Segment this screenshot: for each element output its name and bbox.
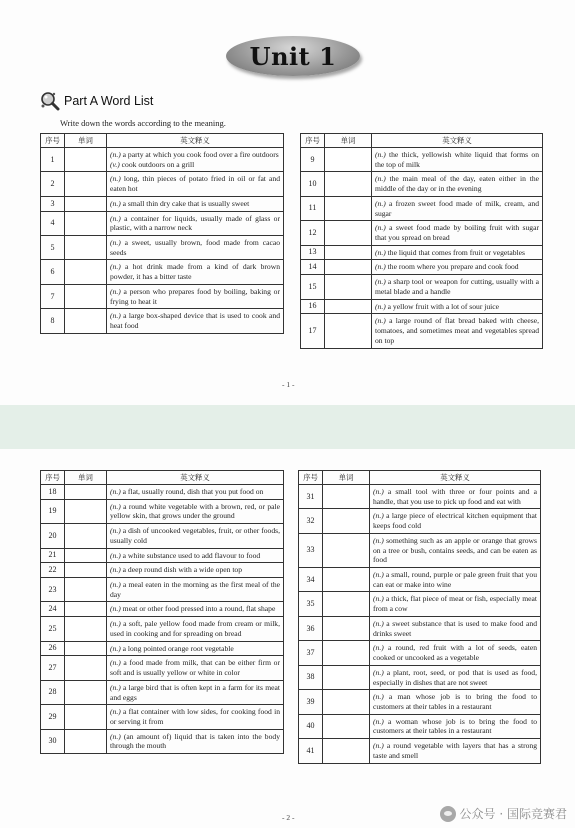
header-no: 序号 bbox=[301, 134, 325, 148]
table-row bbox=[41, 680, 284, 704]
table-row bbox=[299, 533, 541, 567]
part-of-speech: (n.) bbox=[110, 731, 121, 741]
definition-text: a round white vegetable with a brown, red, or pale yellow skin, that grows under the ground bbox=[110, 501, 280, 521]
word-answer-cell[interactable] bbox=[325, 275, 372, 299]
word-answer-cell[interactable] bbox=[65, 260, 107, 284]
definition-cell bbox=[370, 616, 541, 640]
part-of-speech: (n.) bbox=[375, 150, 386, 159]
definition-text: cook outdoors on a grill bbox=[119, 159, 195, 169]
table-row bbox=[301, 314, 543, 348]
definition-cell bbox=[372, 245, 543, 260]
header-no: 序号 bbox=[41, 471, 65, 485]
word-answer-cell[interactable] bbox=[65, 656, 107, 680]
definition-text: a large piece of electrical kitchen equipment that keeps food cold bbox=[373, 511, 537, 531]
table-row bbox=[41, 236, 284, 260]
part-of-speech: (n.) bbox=[373, 487, 384, 496]
word-table-2 bbox=[300, 133, 543, 349]
definition-cell bbox=[107, 499, 284, 523]
table-row bbox=[299, 616, 541, 640]
part-of-speech: (n.) bbox=[373, 570, 384, 580]
word-answer-cell[interactable] bbox=[65, 578, 107, 602]
word-table-3 bbox=[40, 470, 284, 754]
row-number: 29 bbox=[41, 705, 65, 729]
definition-cell bbox=[370, 533, 541, 567]
definition-text: a deep round dish with a wide open top bbox=[120, 565, 243, 575]
definition-cell bbox=[372, 196, 543, 220]
part-of-speech: (n.) bbox=[110, 682, 121, 692]
part-of-speech: (n.) bbox=[110, 150, 121, 159]
word-answer-cell[interactable] bbox=[65, 211, 107, 235]
word-answer-cell[interactable] bbox=[65, 499, 107, 523]
row-number: 12 bbox=[301, 221, 325, 245]
word-answer-cell[interactable] bbox=[325, 172, 372, 196]
part-of-speech: (v.) bbox=[110, 159, 120, 169]
definition-cell bbox=[372, 221, 543, 245]
definition-cell bbox=[107, 705, 284, 729]
row-number: 28 bbox=[41, 680, 65, 704]
row-number: 23 bbox=[41, 578, 65, 602]
definition-text: a dish of uncooked vegetables, fruit, or other foods, usually cold bbox=[110, 526, 280, 545]
table-row bbox=[41, 602, 284, 617]
definition-cell bbox=[370, 665, 541, 689]
part-of-speech: (n.) bbox=[110, 526, 121, 536]
table-row bbox=[41, 148, 284, 172]
definition-text: a sweet food made by boiling fruit with sugar that you spread on bread bbox=[375, 223, 539, 243]
row-number: 4 bbox=[41, 211, 65, 235]
part-of-speech: (n.) bbox=[110, 565, 121, 575]
table-row bbox=[299, 665, 541, 689]
definition-text: a white substance used to add flavour to food bbox=[120, 550, 261, 560]
row-number: 22 bbox=[41, 563, 65, 578]
definition-text: a hot drink made from a kind of dark brown powder, it has a bitter taste bbox=[110, 262, 280, 282]
definition-text: a sweet, usually brown, food made from cacao seeds bbox=[110, 238, 280, 257]
definition-text: a small tool with three or four points and a handle, that you use to pick up food and eat with bbox=[373, 487, 537, 506]
table-row bbox=[299, 690, 541, 714]
word-answer-cell[interactable] bbox=[65, 705, 107, 729]
table-row bbox=[41, 172, 284, 196]
definition-text: a man whose job is to bring the food to customers at their tables in a restaurant bbox=[373, 692, 537, 711]
row-number: 19 bbox=[41, 499, 65, 523]
table-row bbox=[301, 196, 543, 220]
definition-cell bbox=[370, 485, 541, 509]
table-row bbox=[299, 509, 541, 533]
word-answer-cell[interactable] bbox=[65, 236, 107, 260]
word-answer-cell[interactable] bbox=[323, 568, 370, 592]
definition-cell bbox=[107, 548, 284, 563]
table-row bbox=[41, 211, 284, 235]
row-number: 1 bbox=[41, 148, 65, 172]
page-number: - 2 - bbox=[282, 813, 295, 822]
definition-text: the liquid that comes from fruit or vegetables bbox=[385, 247, 525, 257]
definition-text: a long pointed orange root vegetable bbox=[120, 643, 234, 653]
word-answer-cell[interactable] bbox=[325, 245, 372, 260]
part-of-speech: (n.) bbox=[110, 487, 121, 496]
part-title: Part A Word List bbox=[64, 94, 154, 108]
part-of-speech: (n.) bbox=[375, 277, 386, 287]
row-number: 30 bbox=[41, 729, 65, 753]
table-row bbox=[301, 275, 543, 299]
definition-text: a meal eaten in the morning as the first meal of the day bbox=[110, 580, 280, 599]
table-row bbox=[41, 284, 284, 308]
definition-cell bbox=[107, 641, 284, 656]
header-word: 单词 bbox=[65, 134, 107, 148]
table-row bbox=[301, 245, 543, 260]
row-number: 14 bbox=[301, 260, 325, 275]
part-of-speech: (n.) bbox=[110, 311, 121, 321]
word-answer-cell[interactable] bbox=[65, 524, 107, 548]
word-answer-cell[interactable] bbox=[65, 563, 107, 578]
row-number: 24 bbox=[41, 602, 65, 617]
definition-cell bbox=[107, 729, 284, 753]
definition-cell bbox=[370, 714, 541, 738]
row-number: 10 bbox=[301, 172, 325, 196]
word-answer-cell[interactable] bbox=[325, 299, 372, 314]
row-number: 40 bbox=[299, 714, 323, 738]
word-answer-cell[interactable] bbox=[323, 533, 370, 567]
table-row bbox=[41, 548, 284, 563]
header-no: 序号 bbox=[299, 471, 323, 485]
word-answer-cell[interactable] bbox=[323, 509, 370, 533]
definition-text: something such as an apple or orange that grows on a tree or bush, contains seeds, and can be eaten as food bbox=[373, 535, 537, 565]
table-row bbox=[299, 485, 541, 509]
part-of-speech: (n.) bbox=[375, 301, 386, 311]
row-number: 41 bbox=[299, 739, 323, 763]
definition-text: a sweet substance that is used to make food and drinks sweet bbox=[373, 618, 537, 638]
word-answer-cell[interactable] bbox=[323, 714, 370, 738]
word-answer-cell[interactable] bbox=[65, 548, 107, 563]
table-row bbox=[301, 148, 543, 172]
part-of-speech: (n.) bbox=[110, 707, 121, 717]
watermark-text: 公众号 · 国际竞赛君 bbox=[459, 807, 567, 821]
table-row bbox=[301, 221, 543, 245]
definition-cell bbox=[372, 299, 543, 314]
definition-cell bbox=[107, 260, 284, 284]
word-answer-cell[interactable] bbox=[323, 616, 370, 640]
definition-cell bbox=[370, 641, 541, 665]
part-of-speech: (n.) bbox=[110, 658, 121, 668]
table-row bbox=[41, 578, 284, 602]
definition-text: a party at which you cook food over a fire outdoors bbox=[120, 150, 279, 159]
definition-text: a thick, flat piece of meat or fish, especially meat from a cow bbox=[373, 594, 537, 614]
definition-text: a food made from milk, that can be either firm or soft and is usually yellow or white in color bbox=[110, 658, 280, 678]
definition-cell bbox=[372, 260, 543, 275]
table-row bbox=[299, 641, 541, 665]
word-answer-cell[interactable] bbox=[65, 148, 107, 172]
definition-text: a frozen sweet food made of milk, cream, and sugar bbox=[375, 198, 539, 218]
part-of-speech: (n.) bbox=[110, 643, 121, 653]
row-number: 38 bbox=[299, 665, 323, 689]
unit-title-banner bbox=[226, 36, 360, 76]
definition-text: a plant, root, seed, or pod that is used as food, especially in dishes that are not sweet bbox=[373, 667, 537, 687]
definition-text: a yellow fruit with a lot of sour juice bbox=[385, 301, 500, 311]
definition-cell bbox=[372, 148, 543, 172]
row-number: 34 bbox=[299, 568, 323, 592]
part-of-speech: (n.) bbox=[373, 535, 384, 545]
part-of-speech: (n.) bbox=[110, 286, 121, 296]
word-answer-cell[interactable] bbox=[325, 148, 372, 172]
definition-text: a flat, usually round, dish that you put food on bbox=[120, 487, 264, 496]
part-of-speech: (n.) bbox=[110, 501, 121, 511]
definition-cell bbox=[370, 690, 541, 714]
row-number: 5 bbox=[41, 236, 65, 260]
row-number: 11 bbox=[301, 196, 325, 220]
word-answer-cell[interactable] bbox=[323, 592, 370, 616]
word-answer-cell[interactable] bbox=[65, 284, 107, 308]
definition-cell bbox=[107, 148, 284, 172]
instruction-text: Write down the words according to the meaning. bbox=[60, 118, 226, 128]
unit-title: Unit 1 bbox=[249, 41, 337, 71]
row-number: 18 bbox=[41, 485, 65, 500]
part-of-speech: (n.) bbox=[373, 667, 384, 677]
row-number: 21 bbox=[41, 548, 65, 563]
row-number: 35 bbox=[299, 592, 323, 616]
part-of-speech: (n.) bbox=[375, 247, 386, 257]
part-of-speech: (n.) bbox=[110, 238, 121, 248]
header-meaning: 英文释义 bbox=[370, 471, 541, 485]
magnifier-icon bbox=[40, 91, 60, 111]
definition-text: a large box-shaped device that is used to cook and heat food bbox=[110, 311, 280, 331]
header-meaning: 英文释义 bbox=[372, 134, 543, 148]
definition-cell bbox=[107, 524, 284, 548]
part-of-speech: (n.) bbox=[375, 198, 386, 208]
part-of-speech: (n.) bbox=[375, 262, 386, 272]
definition-text: a container for liquids, usually made of glass or plastic, with a narrow neck bbox=[110, 213, 280, 233]
table-row bbox=[299, 568, 541, 592]
word-answer-cell[interactable] bbox=[323, 641, 370, 665]
row-number: 17 bbox=[301, 314, 325, 348]
word-answer-cell[interactable] bbox=[65, 172, 107, 196]
definition-cell bbox=[370, 568, 541, 592]
header-no: 序号 bbox=[41, 134, 65, 148]
watermark bbox=[440, 805, 567, 822]
part-of-speech: (n.) bbox=[373, 511, 384, 521]
definition-text: a soft, pale yellow food made from cream or milk, used in cooking and for spreading on bread bbox=[110, 619, 280, 638]
definition-text: a sharp tool or weapon for cutting, usually with a metal blade and a handle bbox=[375, 277, 539, 296]
row-number: 13 bbox=[301, 245, 325, 260]
part-of-speech: (n.) bbox=[110, 619, 121, 629]
definition-text: a person who prepares food by boiling, baking or frying to heat it bbox=[110, 286, 280, 306]
table-row bbox=[41, 524, 284, 548]
definition-text: the main meal of the day, eaten either in the middle of the day or in the evening bbox=[375, 174, 539, 194]
definition-text: the thick, yellowish white liquid that forms on the top of milk bbox=[375, 150, 539, 169]
header-word: 单词 bbox=[65, 471, 107, 485]
definition-cell bbox=[372, 314, 543, 348]
definition-text: a round vegetable with layers that has a strong taste and smell bbox=[373, 741, 537, 760]
header-word: 单词 bbox=[325, 134, 372, 148]
page-separator bbox=[0, 405, 575, 449]
part-of-speech: (n.) bbox=[375, 316, 386, 326]
definition-cell bbox=[107, 172, 284, 196]
definition-cell bbox=[107, 602, 284, 617]
row-number: 31 bbox=[299, 485, 323, 509]
part-of-speech: (n.) bbox=[373, 594, 384, 604]
definition-text: a large bird that is often kept in a farm for its meat and eggs bbox=[110, 682, 280, 702]
definition-cell bbox=[107, 617, 284, 641]
row-number: 3 bbox=[41, 196, 65, 211]
table-row bbox=[301, 260, 543, 275]
table-row bbox=[41, 641, 284, 656]
definition-text: a small thin dry cake that is usually sweet bbox=[120, 198, 250, 208]
word-answer-cell[interactable] bbox=[65, 641, 107, 656]
word-answer-cell[interactable] bbox=[325, 196, 372, 220]
part-of-speech: (n.) bbox=[110, 550, 121, 560]
part-of-speech: (n.) bbox=[110, 604, 121, 614]
page-2 bbox=[0, 449, 575, 828]
definition-cell bbox=[370, 509, 541, 533]
page-1 bbox=[0, 0, 575, 405]
definition-cell bbox=[370, 592, 541, 616]
table-row bbox=[301, 299, 543, 314]
definition-text: (an amount of) liquid that is taken into the body through the mouth bbox=[110, 731, 280, 751]
table-row bbox=[299, 739, 541, 763]
part-of-speech: (n.) bbox=[110, 174, 121, 184]
part-of-speech: (n.) bbox=[373, 716, 384, 726]
definition-text: a woman whose job is to bring the food to customers at their tables in a restaurant bbox=[373, 716, 537, 736]
table-row bbox=[301, 172, 543, 196]
row-number: 36 bbox=[299, 616, 323, 640]
definition-cell bbox=[107, 563, 284, 578]
header-meaning: 英文释义 bbox=[107, 134, 284, 148]
definition-cell bbox=[370, 739, 541, 763]
definition-text: a small, round, purple or pale green fruit that you can eat or make into wine bbox=[373, 570, 537, 589]
word-answer-cell[interactable] bbox=[65, 309, 107, 333]
definition-text: long, thin pieces of potato fried in oil or fat and eaten hot bbox=[110, 174, 280, 194]
word-answer-cell[interactable] bbox=[65, 729, 107, 753]
table-row bbox=[41, 705, 284, 729]
table-row bbox=[41, 309, 284, 333]
part-of-speech: (n.) bbox=[373, 692, 384, 702]
row-number: 7 bbox=[41, 284, 65, 308]
part-of-speech: (n.) bbox=[375, 223, 386, 233]
header-meaning: 英文释义 bbox=[107, 471, 284, 485]
part-of-speech: (n.) bbox=[373, 643, 384, 653]
part-of-speech: (n.) bbox=[110, 580, 121, 590]
part-of-speech: (n.) bbox=[373, 741, 384, 751]
row-number: 9 bbox=[301, 148, 325, 172]
row-number: 39 bbox=[299, 690, 323, 714]
word-answer-cell[interactable] bbox=[65, 680, 107, 704]
row-number: 15 bbox=[301, 275, 325, 299]
table-row bbox=[41, 499, 284, 523]
part-of-speech: (n.) bbox=[110, 198, 121, 208]
word-answer-cell[interactable] bbox=[325, 260, 372, 275]
table-row bbox=[41, 729, 284, 753]
table-row bbox=[41, 485, 284, 500]
part-heading bbox=[40, 90, 153, 112]
definition-text: a large round of flat bread baked with cheese, tomatoes, and sometimes meat and vegetables spread on top bbox=[375, 316, 539, 345]
word-answer-cell[interactable] bbox=[323, 739, 370, 763]
row-number: 2 bbox=[41, 172, 65, 196]
part-of-speech: (n.) bbox=[375, 174, 386, 184]
table-row bbox=[41, 617, 284, 641]
page-number: - 1 - bbox=[282, 380, 295, 389]
row-number: 26 bbox=[41, 641, 65, 656]
word-answer-cell[interactable] bbox=[323, 665, 370, 689]
definition-cell bbox=[107, 485, 284, 500]
row-number: 6 bbox=[41, 260, 65, 284]
row-number: 32 bbox=[299, 509, 323, 533]
part-of-speech: (n.) bbox=[373, 618, 384, 628]
row-number: 20 bbox=[41, 524, 65, 548]
word-answer-cell[interactable] bbox=[325, 221, 372, 245]
word-table-4 bbox=[298, 470, 541, 764]
definition-cell bbox=[372, 172, 543, 196]
word-answer-cell[interactable] bbox=[65, 602, 107, 617]
word-answer-cell[interactable] bbox=[65, 617, 107, 641]
row-number: 8 bbox=[41, 309, 65, 333]
row-number: 37 bbox=[299, 641, 323, 665]
definition-text: meat or other food pressed into a round, flat shape bbox=[120, 604, 276, 614]
word-answer-cell[interactable] bbox=[323, 690, 370, 714]
definition-text: a flat container with low sides, for cooking food in or serving it from bbox=[110, 707, 280, 726]
row-number: 33 bbox=[299, 533, 323, 567]
definition-cell bbox=[107, 196, 284, 211]
table-row bbox=[299, 592, 541, 616]
definition-cell bbox=[107, 236, 284, 260]
table-row bbox=[41, 196, 284, 211]
word-answer-cell[interactable] bbox=[325, 314, 372, 348]
definition-cell bbox=[107, 656, 284, 680]
row-number: 27 bbox=[41, 656, 65, 680]
definition-cell bbox=[107, 309, 284, 333]
word-answer-cell[interactable] bbox=[65, 485, 107, 500]
word-answer-cell[interactable] bbox=[323, 485, 370, 509]
definition-text: a round, red fruit with a lot of seeds, eaten cooked or uncooked as a vegetable bbox=[373, 643, 537, 663]
header-word: 单词 bbox=[323, 471, 370, 485]
definition-cell bbox=[107, 578, 284, 602]
table-row bbox=[41, 260, 284, 284]
word-table-1 bbox=[40, 133, 284, 334]
table-row bbox=[41, 563, 284, 578]
definition-cell bbox=[107, 284, 284, 308]
part-of-speech: (n.) bbox=[110, 213, 121, 223]
table-row bbox=[41, 656, 284, 680]
definition-cell bbox=[107, 211, 284, 235]
row-number: 25 bbox=[41, 617, 65, 641]
table-row bbox=[299, 714, 541, 738]
wechat-icon bbox=[440, 806, 456, 822]
part-of-speech: (n.) bbox=[110, 262, 121, 272]
definition-text: the room where you prepare and cook food bbox=[385, 262, 519, 272]
row-number: 16 bbox=[301, 299, 325, 314]
definition-cell bbox=[107, 680, 284, 704]
word-answer-cell[interactable] bbox=[65, 196, 107, 211]
definition-cell bbox=[372, 275, 543, 299]
